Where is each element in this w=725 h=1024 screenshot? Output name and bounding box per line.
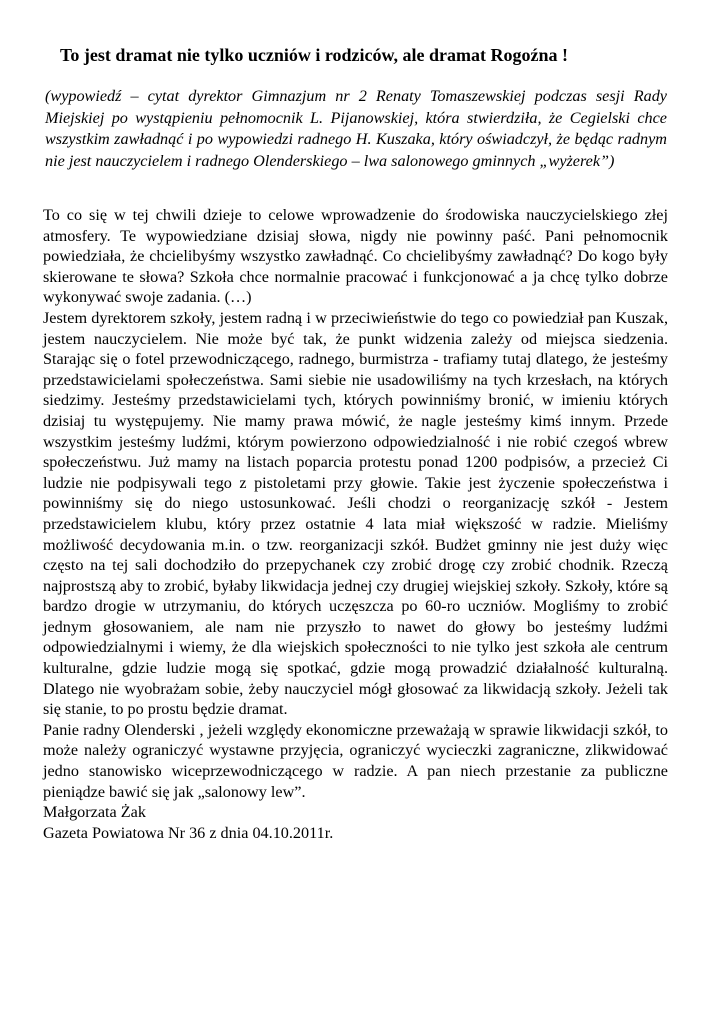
article-author: Małgorzata Żak — [43, 803, 146, 822]
article-subtitle: (wypowiedź – cytat dyrektor Gimnazjum nr 2 Renaty Tomaszewskiej podczas sesji Rady Miejskiej po wystąpieniu pełnomocnik L. Pijanowskiej, która stwierdziła, że Cegielski chce wszystkim zawładnąć i po wypowiedzi radnego H. Kuszaka, który oświadczył, że będąc radnym nie jest nauczycielem i radnego Olenderskiego – lwa salonowego gminnych „wyżerek”) — [45, 87, 667, 170]
article-paragraph: To co się w tej chwili dzieje to celowe wprowadzenie do środowiska nauczycielskiego złej atmosfery. Te wypowiedziane dzisiaj słowa, nigdy nie powinny paść. Pani pełnomocnik powiedziała, że chcielibyśmy wszystko zawładnąć. Co chcielibyśmy zawładnąć? Do kogo były skierowane te słowa? Szkoła chce normalnie pracować i funkcjonować a ja chcę tylko dobrze wykonywać swoje zadania. (…) — [43, 206, 668, 307]
article-title: To jest dramat nie tylko uczniów i rodziców, ale dramat Rogoźna ! — [60, 45, 568, 65]
article-body — [43, 205, 668, 843]
article-source: Gazeta Powiatowa Nr 36 z dnia 04.10.2011r. — [43, 823, 334, 842]
article-paragraph: Jestem dyrektorem szkoły, jestem radną i w przeciwieństwie do tego co powiedział pan Kuszak, jestem nauczycielem. Nie może być tak, że punkt widzenia zależy od miejsca siedzenia. Starając się o fotel przewodniczącego, radnego, burmistrza - trafiamy tutaj dlatego, że jesteśmy przedstawicielami społeczeństwa. Sami siebie nie usadowiliśmy na tych krzesłach, na których siedzimy. Jesteśmy przedstawicielami tych, których powinniśmy bronić, w imieniu których dzisiaj tu występujemy. Nie mamy prawa mówić, że nagle jesteśmy kimś innym. Przede wszystkim jesteśmy ludźmi, którym powierzono odpowiedzialność i nie robić czegoś wbrew społeczeństwu. Już mamy na listach poparcia protestu ponad 1200 podpisów, a przecież Ci ludzie nie podpisywali tego z pistoletami przy głowie. Takie jest życzenie społeczeństwa i powinniśmy się do niego ustosunkować. Jeśli chodzi o reorganizację szkół - Jestem przedstawicielem klubu, który przez ostatnie 4 lata miał większość w radzie. Mieliśmy możliwość decydowania m.in. o tzw. reorganizacji szkół. Budżet gminny nie jest duży więc często na tej sali dochodziło do przepychanek czy zrobić drogę czy zrobić chodnik. Rzeczą najprostszą aby to zrobić, byłaby likwidacja jednej czy drugiej wiejskiej szkoły. Szkoły, które są bardzo drogie w utrzymaniu, do których uczęszcza po 60-ro uczniów. Mogliśmy to zrobić jednym głosowaniem, ale nam nie przyszło to nawet do głowy bo jesteśmy ludźmi odpowiedzialnymi i wiemy, że dla wiejskich społeczności to nie tylko jest szkoła ale centrum kulturalne, gdzie ludzie mogą się spotkać, gdzie mogą prowadzić działalność kulturalną. Dlatego nie wyobrażam sobie, żeby nauczyciel mógł głosować za likwidacją szkoły. Jeżeli tak się stanie, to po prostu będzie dramat. — [43, 308, 668, 719]
article-paragraph: Panie radny Olenderski , jeżeli względy ekonomiczne przeważają w sprawie likwidacji szkół, to może należy ograniczyć wystawne przyjęcia, ograniczyć wycieczki zagraniczne, zlikwidować jedno stanowisko wiceprzewodniczącego w radzie. A pan niech przestanie za publiczne pieniądze bawić się jak „salonowy lew”. — [43, 720, 668, 801]
